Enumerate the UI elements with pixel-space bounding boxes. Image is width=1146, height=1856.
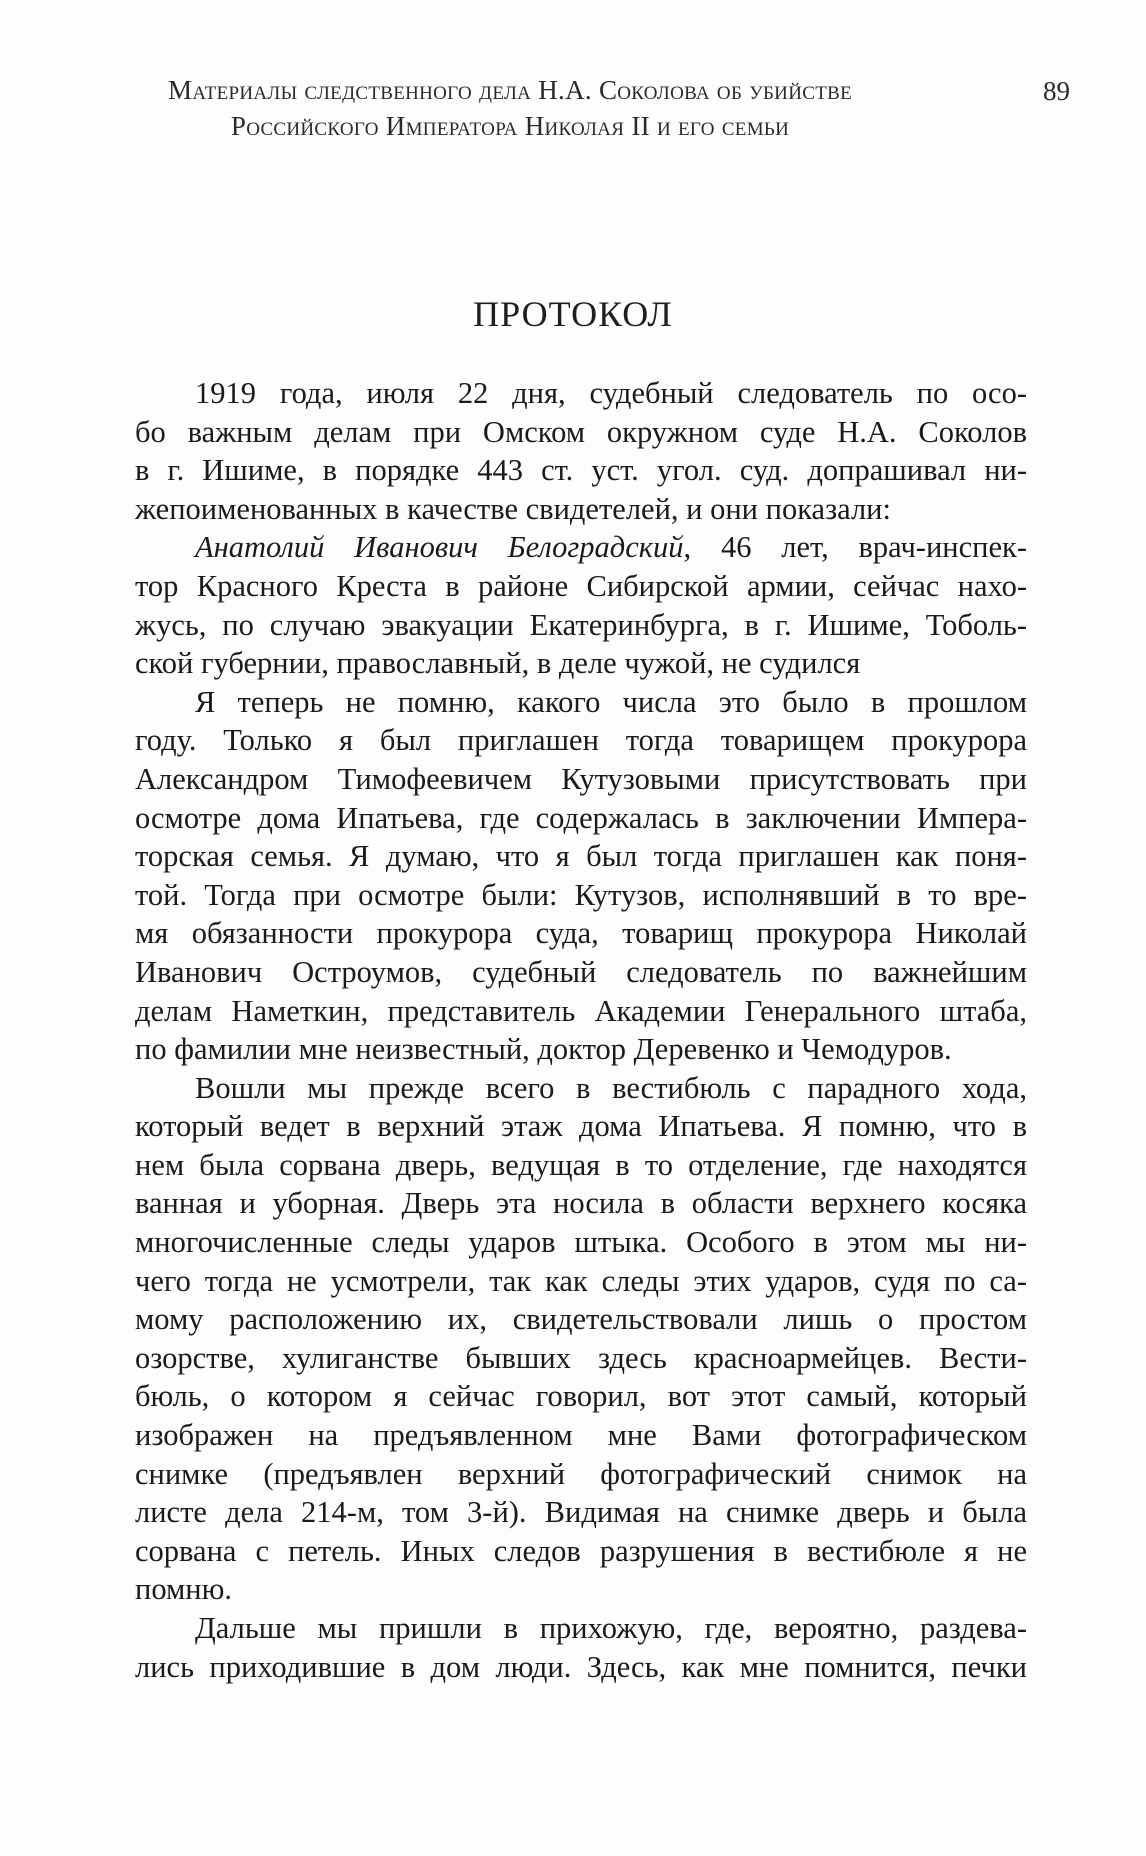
text-line: жепоименованных в качестве свидетелей, и они показали:: [135, 491, 891, 526]
text-line: помню.: [135, 1572, 233, 1607]
witness-details: , 46 лет, врач-инспек-: [683, 530, 1027, 565]
text-line: Вошли мы прежде всего в вестибюль с парадного хода,: [195, 1070, 1027, 1105]
running-head-line-1: Материалы следственного дела Н.А. Соколова об убийстве: [168, 75, 852, 105]
text-line: торская семья. Я думаю, что я был тогда приглашен как поня-: [135, 839, 1027, 874]
text-line: 1919 года, июля 22 дня, судебный следователь по осо-: [195, 376, 1027, 410]
text-line: бюль, о котором я сейчас говорил, вот этот самый, который: [135, 1379, 1027, 1414]
text-line: жусь, по случаю эвакуации Екатеринбурга, в г. Ишиме, Тоболь-: [135, 607, 1027, 642]
text-line: который ведет в верхний этаж дома Ипатьева. Я помню, что в: [135, 1109, 1027, 1144]
text-line: в г. Ишиме, в порядке 443 ст. уст. угол. суд. допрашивал ни-: [135, 453, 1027, 488]
text-line: Дальше мы пришли в прихожую, где, вероятно, раздева-: [195, 1611, 1027, 1645]
text-line: Александром Тимофеевичем Кутузовыми присутствовать при: [135, 761, 1027, 796]
text-line: ванная и уборная. Дверь эта носила в области верхнего косяка: [135, 1186, 1027, 1221]
text-line: Иванович Остроумов, судебный следователь по важнейшим: [135, 954, 1027, 989]
document-title: ПРОТОКОЛ: [473, 294, 673, 334]
text-line: сорвана с петель. Иных следов разрушения в вестибюле я не: [135, 1533, 1027, 1568]
text-line: нем была сорвана дверь, ведущая в то отделение, где находятся: [135, 1147, 1027, 1182]
text-line: лись приходившие в дом люди. Здесь, как мне помнится, печки: [135, 1649, 1027, 1684]
text-line: многочисленные следы ударов штыка. Особого в этом мы ни-: [135, 1225, 1027, 1260]
text-line: тор Красного Креста в районе Сибирской армии, сейчас нахо-: [135, 568, 1027, 603]
running-head: [100, 72, 920, 144]
text-line: листе дела 214-м, том 3-й). Видимая на снимке дверь и была: [135, 1495, 1027, 1530]
text-line: осмотре дома Ипатьева, где содержалась в заключении Импера-: [135, 800, 1027, 835]
witness-line: [135, 528, 1027, 567]
text-line: мя обязанности прокурора суда, товарищ прокурора Николай: [135, 916, 1027, 951]
text-line: мому расположению их, свидетельствовали лишь о простом: [135, 1302, 1027, 1337]
running-head-line-2: Российского Императора Николая II и его семьи: [230, 111, 790, 141]
page-number: 89: [1043, 76, 1070, 106]
text-line: изображен на предъявленном мне Вами фотографическом: [135, 1418, 1027, 1453]
text-line: озорстве, хулиганстве бывших здесь красноармейцев. Вести-: [135, 1340, 1027, 1375]
text-line: ской губернии, православный, в деле чужой, не судился: [135, 646, 861, 681]
text-line: по фамилии мне неизвестный, доктор Деревенко и Чемодуров.: [135, 1032, 952, 1067]
text-line: Я теперь не помню, какого числа это было в прошлом: [195, 684, 1027, 719]
text-line: чего тогда не усмотрели, так как следы этих ударов, судя по са-: [135, 1263, 1027, 1298]
protocol-body: [135, 374, 1027, 1686]
text-line: делам Наметкин, представитель Академии Генерального штаба,: [135, 993, 1027, 1028]
text-line: снимке (предъявлен верхний фотографический снимок на: [135, 1456, 1027, 1491]
text-line: бо важным делам при Омском окружном суде Н.А. Соколов: [135, 414, 1027, 449]
text-line: той. Тогда при осмотре были: Кутузов, исполнявший в то вре-: [135, 877, 1027, 912]
text-line: году. Только я был приглашен тогда товарищем прокурора: [135, 723, 1027, 758]
witness-name: Анатолий Иванович Белоградский: [195, 530, 684, 565]
